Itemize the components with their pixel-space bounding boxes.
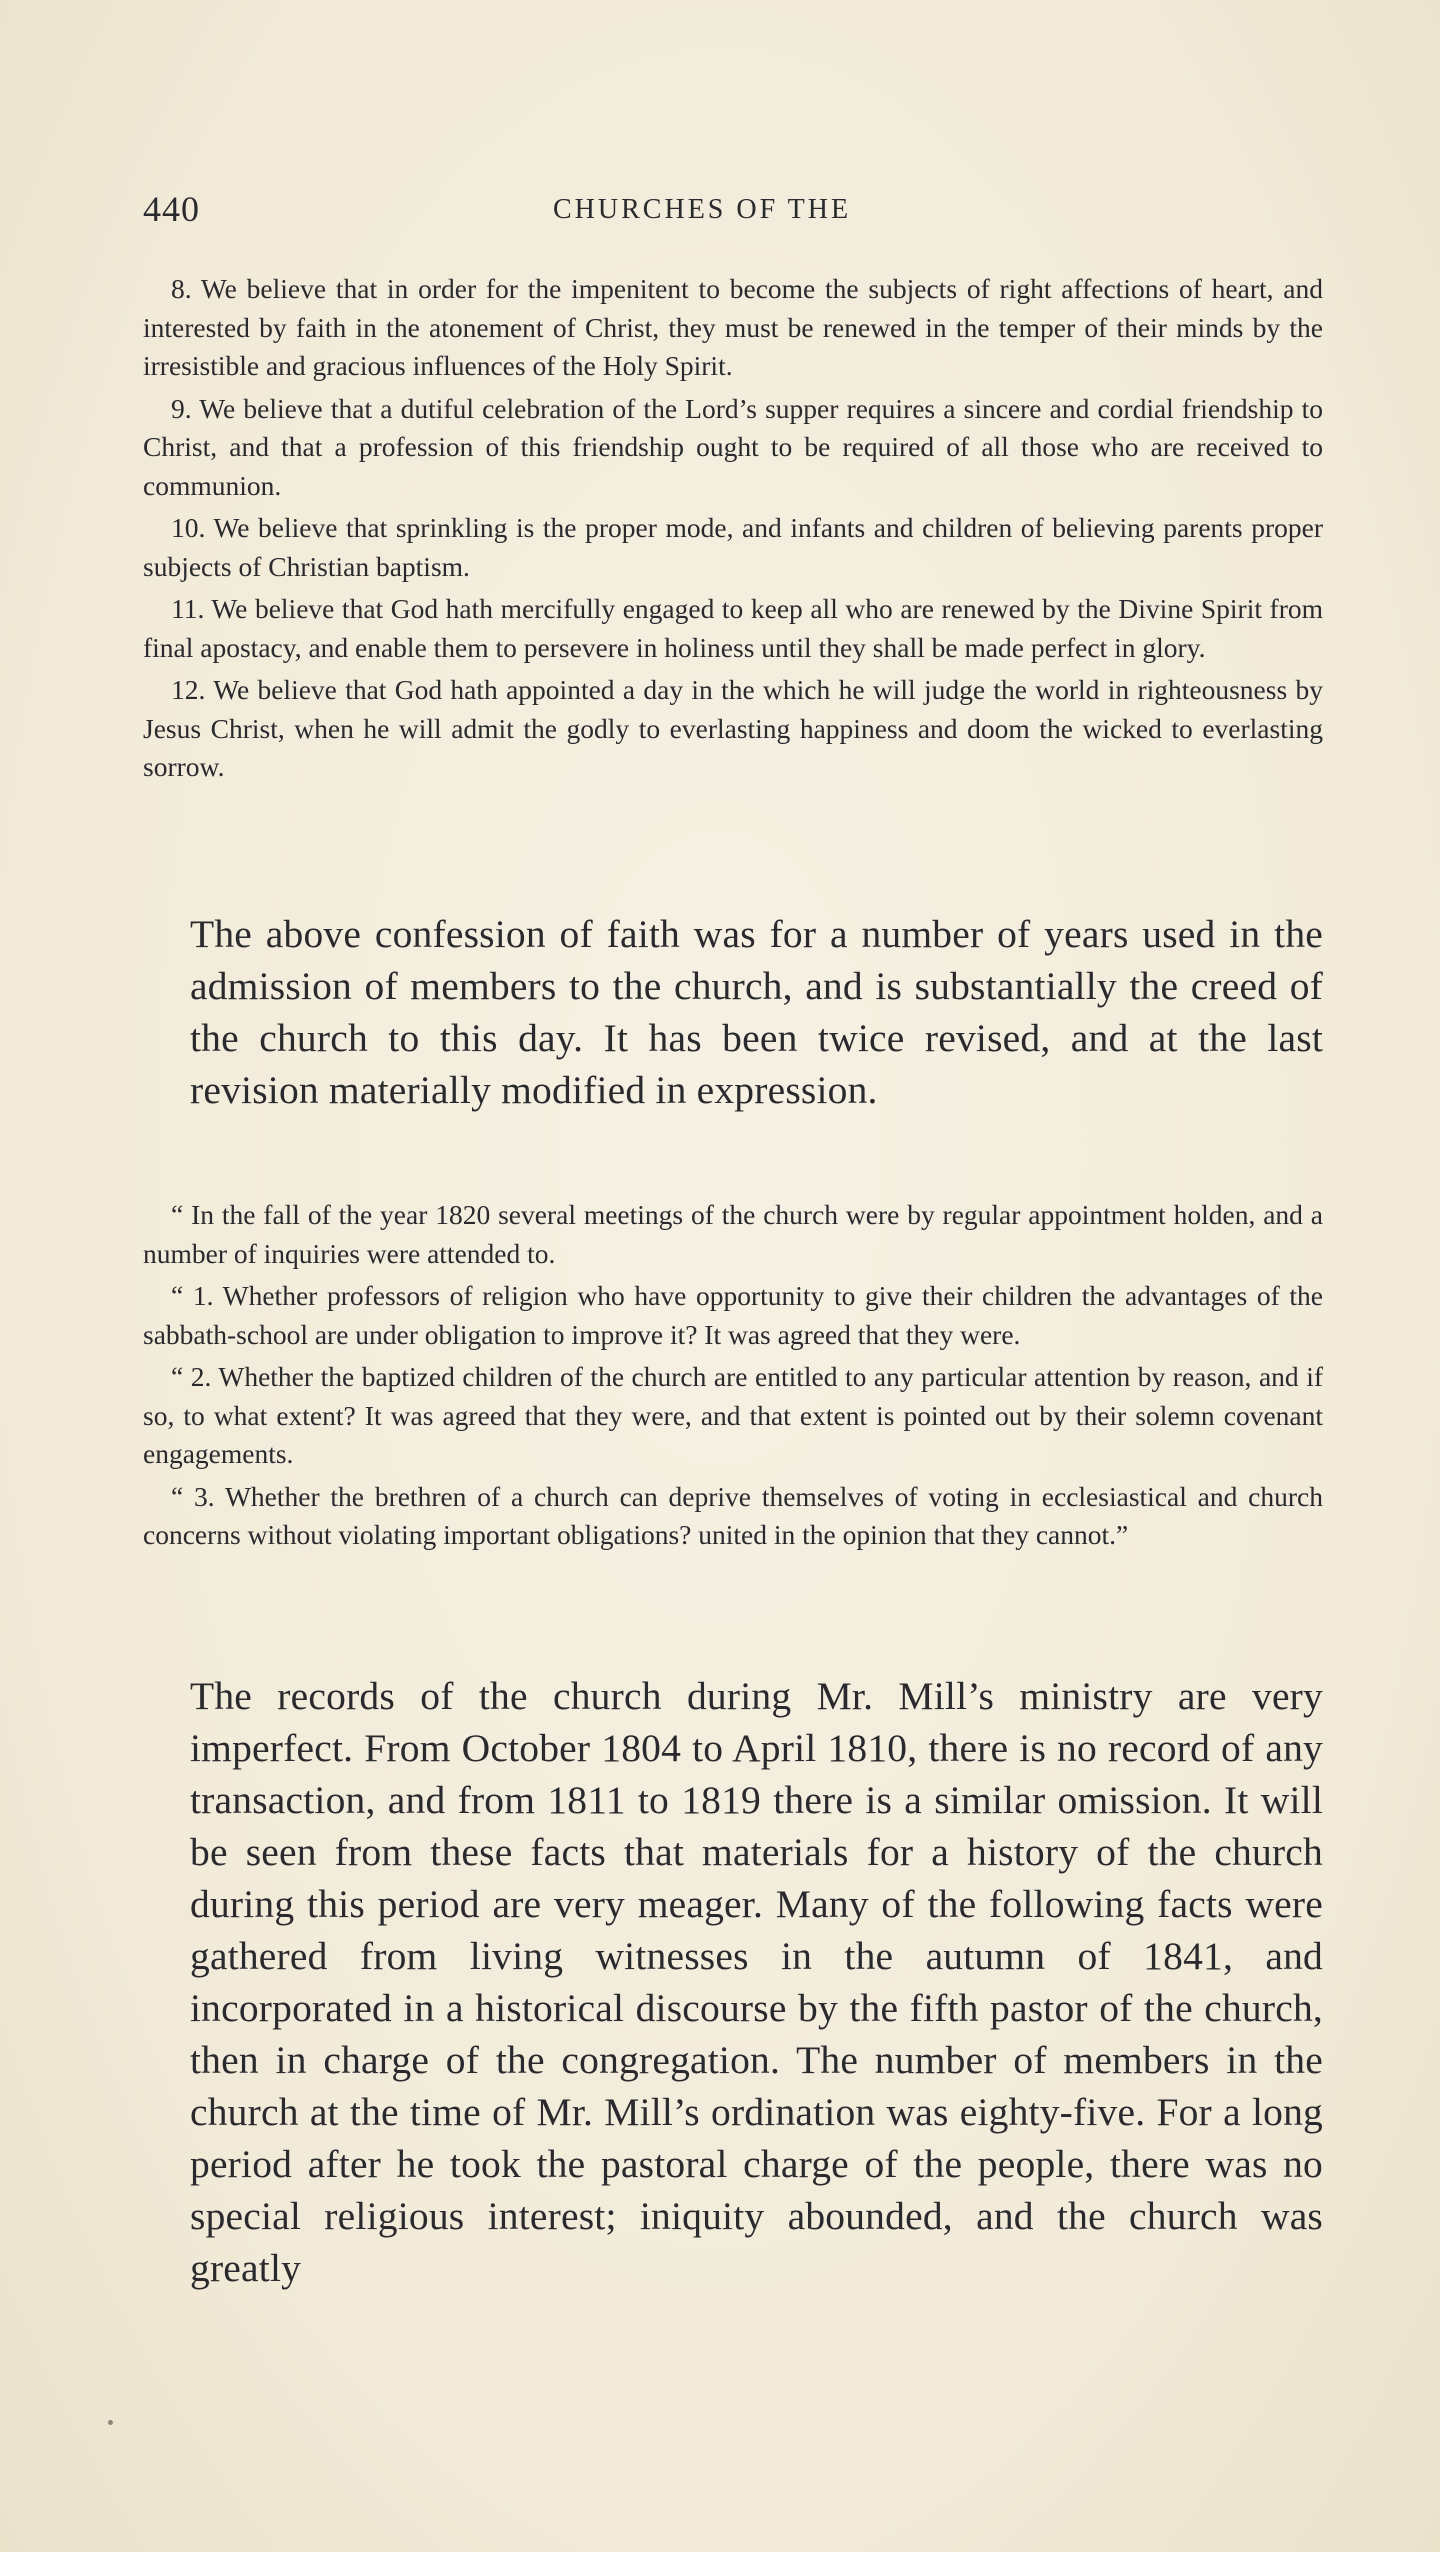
quote-intro: “ In the fall of the year 1820 several meetings of the church were by regular appointment holden, and a number of inquiries were attended to. bbox=[143, 1199, 1323, 1269]
article-10: 10. We believe that sprinkling is the proper mode, and infants and children of believing parents proper subjects of Christian baptism. bbox=[143, 512, 1323, 582]
quoted-inquiries bbox=[143, 1196, 1323, 1555]
body-paragraph: The records of the church during Mr. Mill’s ministry are very imperfect. From October 1804 to April 1810, there is no record of any transaction, and from 1811 to 1819 there is a similar omission. It will be seen from these facts that materials for a history of the church during this period are very meager. Many of the following facts were gathered from living witnesses in the autumn of 1841, and incorporated in a historical discourse by the fifth pastor of the church, then in charge of the congregation. The number of members in the church at the time of Mr. Mill’s ordination was eighty-five. For a long period after he took the pastoral charge of the people, there was no special religious interest; iniquity abounded, and the church was greatly bbox=[190, 1674, 1323, 2290]
article-9: 9. We believe that a dutiful celebration of the Lord’s supper requires a sincere and cordial friendship to Christ, and that a profession of this friendship ought to be required of all those who are received to communion. bbox=[143, 392, 1323, 501]
article-11: 11. We believe that God hath mercifully engaged to keep all who are renewed by the Divine Spirit from final apostacy, and enable them to persevere in holiness until they shall be made perfect in glory. bbox=[143, 593, 1323, 663]
page-header bbox=[143, 188, 1323, 236]
ink-speck bbox=[108, 2420, 113, 2425]
confession-paragraph bbox=[190, 908, 1323, 1116]
quote-inquiry-1: “ 1. Whether professors of religion who have opportunity to give their children the advantages of the sabbath-school are under obligation to improve it? It was agreed that they were. bbox=[143, 1280, 1323, 1350]
body-paragraph: The above confession of faith was for a number of years used in the admission of members to the church, and is substantially the creed of the church to this day. It has been twice revised, and at the last revision materially modified in expression. bbox=[190, 912, 1323, 1112]
quote-inquiry-3: “ 3. Whether the brethren of a church can deprive themselves of voting in ecclesiastical and church concerns without violating important obligations? united in the opinion that they cannot.” bbox=[143, 1480, 1323, 1550]
confession-articles bbox=[143, 270, 1323, 787]
running-head: CHURCHES OF THE bbox=[553, 194, 852, 225]
page-number: 440 bbox=[143, 189, 200, 229]
article-12: 12. We believe that God hath appointed a day in the which he will judge the world in righteousness by Jesus Christ, when he will admit the godly to everlasting happiness and doom the wicked to everlasting sorrow. bbox=[143, 674, 1323, 782]
quote-inquiry-2: “ 2. Whether the baptized children of the church are entitled to any particular attention by reason, and if so, to what extent? It was agreed that they were, and that extent is pointed out by their solemn covenant engagements. bbox=[143, 1361, 1323, 1469]
article-8: 8. We believe that in order for the impenitent to become the subjects of right affections of heart, and interested by faith in the atonement of Christ, they must be renewed in the temper of their minds by the irresistible and gracious influences of the Holy Spirit. bbox=[143, 273, 1323, 381]
records-paragraph bbox=[190, 1670, 1323, 2294]
